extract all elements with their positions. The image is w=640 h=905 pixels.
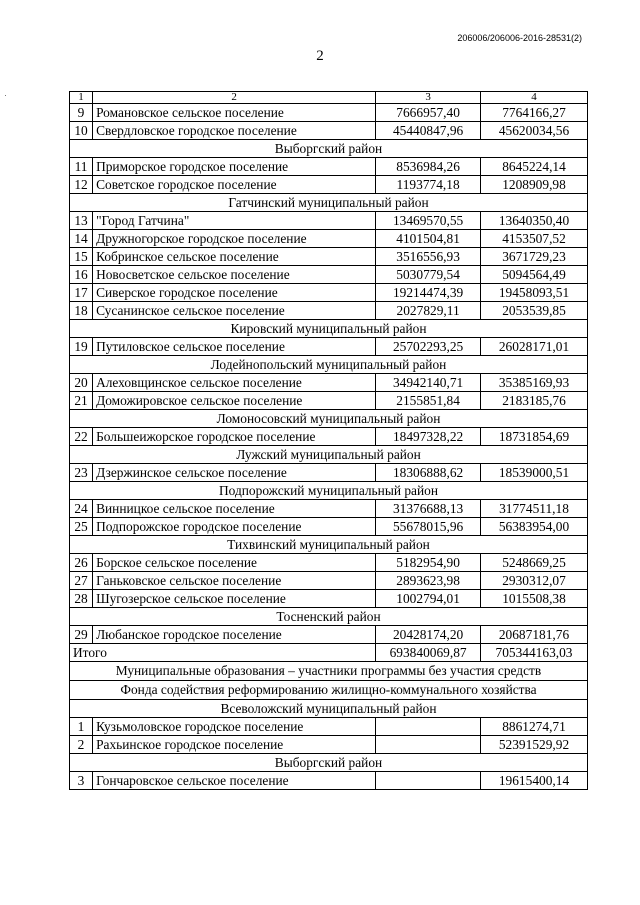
amount-col4: 8861274,71 [481, 718, 588, 736]
district-name: Кировский муниципальный район [70, 320, 588, 338]
settlement-name: "Город Гатчина" [93, 212, 376, 230]
row-number: 29 [70, 626, 93, 644]
settlement-name: Дзержинское сельское поселение [93, 464, 376, 482]
settlement-name: Алеховщинское сельское поселение [93, 374, 376, 392]
settlement-name: Советское городское поселение [93, 176, 376, 194]
table-row [70, 572, 588, 590]
row-number: 18 [70, 302, 93, 320]
header-cell-2: 2 [93, 92, 376, 104]
row-number: 21 [70, 392, 93, 410]
row-number: 27 [70, 572, 93, 590]
header-row [70, 92, 588, 104]
table-row [70, 122, 588, 140]
settlement-name: Новосветское сельское поселение [93, 266, 376, 284]
amount-col3: 1193774,18 [376, 176, 481, 194]
district-row [70, 320, 588, 338]
district-row [70, 754, 588, 772]
settlements-table [69, 91, 588, 790]
header-cell-1: 1 [70, 92, 93, 104]
amount-col3 [376, 718, 481, 736]
table-row [70, 518, 588, 536]
row-number: 10 [70, 122, 93, 140]
row-number: 11 [70, 158, 93, 176]
amount-col4: 19458093,51 [481, 284, 588, 302]
amount-col3: 20428174,20 [376, 626, 481, 644]
amount-col3: 5182954,90 [376, 554, 481, 572]
district-row [70, 140, 588, 158]
row-number: 23 [70, 464, 93, 482]
amount-col4: 5094564,49 [481, 266, 588, 284]
table-row [70, 230, 588, 248]
row-number: 20 [70, 374, 93, 392]
district-row [70, 700, 588, 718]
amount-col3: 18306888,62 [376, 464, 481, 482]
amount-col4: 31774511,18 [481, 500, 588, 518]
district-name: Тосненский район [70, 608, 588, 626]
table-row [70, 302, 588, 320]
total-label: Итого [70, 644, 376, 662]
amount-col3: 7666957,40 [376, 104, 481, 122]
row-number: 26 [70, 554, 93, 572]
district-name: Всеволожский муниципальный район [70, 700, 588, 718]
row-number: 19 [70, 338, 93, 356]
amount-col4: 8645224,14 [481, 158, 588, 176]
row-number: 9 [70, 104, 93, 122]
amount-col3: 1002794,01 [376, 590, 481, 608]
amount-col3: 45440847,96 [376, 122, 481, 140]
row-number: 12 [70, 176, 93, 194]
total-col4: 705344163,03 [481, 644, 588, 662]
amount-col3: 31376688,13 [376, 500, 481, 518]
amount-col4: 2930312,07 [481, 572, 588, 590]
row-number: 14 [70, 230, 93, 248]
amount-col4: 19615400,14 [481, 772, 588, 790]
amount-col4: 18539000,51 [481, 464, 588, 482]
row-number: 17 [70, 284, 93, 302]
row-number: 2 [70, 736, 93, 754]
amount-col3 [376, 736, 481, 754]
amount-col3: 5030779,54 [376, 266, 481, 284]
amount-col4: 52391529,92 [481, 736, 588, 754]
settlement-name: Гончаровское сельское поселение [93, 772, 376, 790]
row-number: 22 [70, 428, 93, 446]
table-row [70, 590, 588, 608]
settlement-name: Любанское городское поселение [93, 626, 376, 644]
table-row [70, 338, 588, 356]
amount-col3: 3516556,93 [376, 248, 481, 266]
settlement-name: Большеижорское городское поселение [93, 428, 376, 446]
settlement-name: Свердловское городское поселение [93, 122, 376, 140]
amount-col3: 18497328,22 [376, 428, 481, 446]
settlement-name: Романовское сельское поселение [93, 104, 376, 122]
header-cell-3: 3 [376, 92, 481, 104]
settlement-name: Борское сельское поселение [93, 554, 376, 572]
row-number: 3 [70, 772, 93, 790]
district-row [70, 482, 588, 500]
settlement-name: Дружногорское городское поселение [93, 230, 376, 248]
amount-col3: 2027829,11 [376, 302, 481, 320]
amount-col4: 18731854,69 [481, 428, 588, 446]
district-row [70, 410, 588, 428]
total-col3: 693840069,87 [376, 644, 481, 662]
row-number: 13 [70, 212, 93, 230]
amount-col3: 19214474,39 [376, 284, 481, 302]
amount-col4: 26028171,01 [481, 338, 588, 356]
district-name: Подпорожский муниципальный район [70, 482, 588, 500]
settlement-name: Подпорожское городское поселение [93, 518, 376, 536]
table-row [70, 718, 588, 736]
district-row [70, 536, 588, 554]
amount-col4: 13640350,40 [481, 212, 588, 230]
margin-mark [5, 95, 6, 96]
amount-col4: 3671729,23 [481, 248, 588, 266]
amount-col3: 2155851,84 [376, 392, 481, 410]
amount-col4: 7764166,27 [481, 104, 588, 122]
amount-col4: 1208909,98 [481, 176, 588, 194]
amount-col4: 45620034,56 [481, 122, 588, 140]
amount-col3 [376, 772, 481, 790]
table-row [70, 500, 588, 518]
amount-col3: 4101504,81 [376, 230, 481, 248]
header-cell-4: 4 [481, 92, 588, 104]
page-number: 2 [316, 48, 324, 64]
table-row [70, 104, 588, 122]
settlement-name: Шугозерское сельское поселение [93, 590, 376, 608]
table-row [70, 392, 588, 410]
table-row [70, 464, 588, 482]
amount-col3: 2893623,98 [376, 572, 481, 590]
district-row [70, 446, 588, 464]
amount-col4: 20687181,76 [481, 626, 588, 644]
district-row [70, 608, 588, 626]
table-row [70, 772, 588, 790]
table-row [70, 158, 588, 176]
amount-col3: 13469570,55 [376, 212, 481, 230]
settlement-name: Приморское городское поселение [93, 158, 376, 176]
settlement-name: Ганьковское сельское поселение [93, 572, 376, 590]
amount-col3: 8536984,26 [376, 158, 481, 176]
district-row [70, 356, 588, 374]
amount-col3: 25702293,25 [376, 338, 481, 356]
amount-col3: 34942140,71 [376, 374, 481, 392]
table-row [70, 284, 588, 302]
settlement-name: Путиловское сельское поселение [93, 338, 376, 356]
row-number: 16 [70, 266, 93, 284]
settlement-name: Доможировское сельское поселение [93, 392, 376, 410]
table-row [70, 176, 588, 194]
table-row [70, 212, 588, 230]
district-name: Тихвинский муниципальный район [70, 536, 588, 554]
settlement-name: Винницкое сельское поселение [93, 500, 376, 518]
district-name: Гатчинский муниципальный район [70, 194, 588, 212]
section-note-row [70, 662, 588, 681]
settlement-name: Сиверское городское поселение [93, 284, 376, 302]
amount-col4: 56383954,00 [481, 518, 588, 536]
amount-col4: 1015508,38 [481, 590, 588, 608]
settlement-name: Рахьинское городское поселение [93, 736, 376, 754]
district-name: Лужский муниципальный район [70, 446, 588, 464]
amount-col4: 2053539,85 [481, 302, 588, 320]
table-row [70, 266, 588, 284]
district-name: Лодейнопольский муниципальный район [70, 356, 588, 374]
district-name: Ломоносовский муниципальный район [70, 410, 588, 428]
district-name: Выборгский район [70, 754, 588, 772]
table-row [70, 374, 588, 392]
section-note-row [70, 681, 588, 700]
district-row [70, 194, 588, 212]
amount-col3: 55678015,96 [376, 518, 481, 536]
table-row [70, 626, 588, 644]
amount-col4: 35385169,93 [481, 374, 588, 392]
row-number: 25 [70, 518, 93, 536]
district-name: Выборгский район [70, 140, 588, 158]
document-id: 206006/206006-2016-28531(2) [457, 33, 582, 43]
amount-col4: 4153507,52 [481, 230, 588, 248]
table-row [70, 428, 588, 446]
row-number: 15 [70, 248, 93, 266]
section-note-line1: Муниципальные образования – участники программы без участия средств [70, 662, 588, 681]
table-row [70, 248, 588, 266]
amount-col4: 2183185,76 [481, 392, 588, 410]
section-note-line2: Фонда содействия реформированию жилищно-коммунального хозяйства [70, 681, 588, 700]
amount-col4: 5248669,25 [481, 554, 588, 572]
row-number: 24 [70, 500, 93, 518]
row-number: 28 [70, 590, 93, 608]
table-body [70, 92, 588, 790]
total-row [70, 644, 588, 662]
settlement-name: Кобринское сельское поселение [93, 248, 376, 266]
table-row [70, 554, 588, 572]
settlement-name: Сусанинское сельское поселение [93, 302, 376, 320]
table-row [70, 736, 588, 754]
row-number: 1 [70, 718, 93, 736]
settlement-name: Кузьмоловское городское поселение [93, 718, 376, 736]
